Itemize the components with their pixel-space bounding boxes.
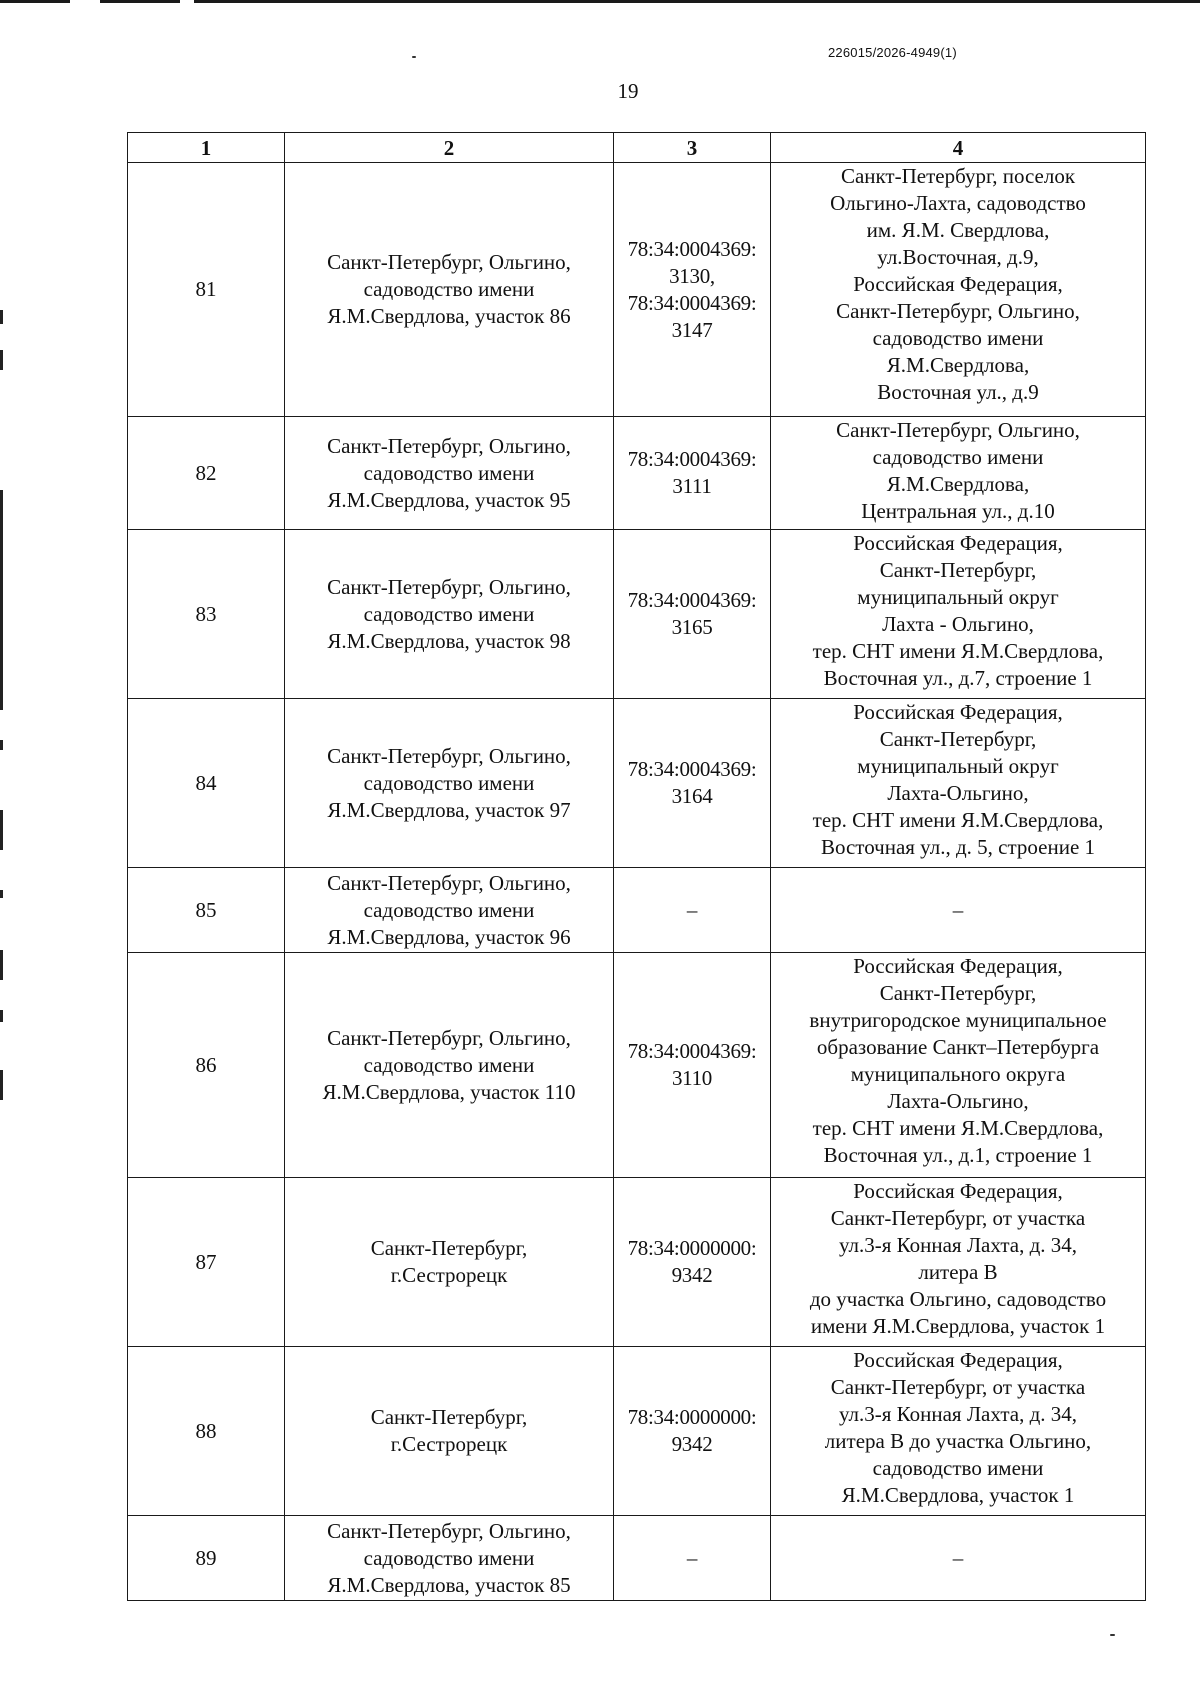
row-number-cell: 81 [128,163,285,417]
address-cell [771,953,1146,1178]
cadastral-number-cell-line: 3110 [671,1066,713,1090]
address-cell-line: Российская Федерация, [853,531,1063,555]
location-cell [285,1347,614,1516]
cadastral-number-cell-line: 78:34:0004369: [627,757,757,781]
address-cell [771,530,1146,699]
table-body [128,163,1146,1601]
address-cell-line: муниципального округа [850,1062,1066,1086]
cadastral-number-cell-line: 3147 [671,317,713,342]
cadastral-number-cell-line: 78:34:0004369: [627,236,757,261]
location-cell [285,530,614,699]
cadastral-number-cell-line: – [686,897,698,922]
address-cell-line: Центральная ул., д.10 [861,499,1055,523]
location-cell-line: Я.М.Свердлова, участок 110 [322,1079,576,1104]
location-cell-line: садоводство имени [363,897,535,922]
address-cell-line: Лахта-Ольгино, [887,781,1029,805]
location-cell-line: Я.М.Свердлова, участок 96 [327,924,571,949]
table-row [128,1178,1146,1347]
cadastral-number-cell [614,417,771,530]
address-cell-line: Санкт-Петербург, поселок [840,164,1076,188]
scan-top-border-gap [70,0,100,3]
cadastral-number-cell-line: 78:34:0000000: [627,1405,757,1429]
address-cell-line: Российская Федерация, [853,954,1063,978]
address-cell-line: образование Санкт–Петербурга [816,1035,1100,1059]
location-cell [285,699,614,868]
address-cell-line: внутригородское муниципальное [809,1008,1107,1032]
row-number-cell: 88 [128,1347,285,1516]
cadastral-number-cell-line: 78:34:0004369: [627,1039,757,1063]
address-cell-line: Я.М.Свердлова, [886,472,1030,496]
row-number-cell: 83 [128,530,285,699]
address-cell-line: садоводство имени [872,326,1044,350]
location-cell-line: Санкт-Петербург, Ольгино, [327,1518,571,1543]
location-cell-line: Санкт-Петербург, Ольгино, [327,743,571,768]
row-number-cell: 82 [128,417,285,530]
location-cell-line: Я.М.Свердлова, участок 95 [327,487,571,512]
address-cell-line: садоводство имени [872,445,1044,469]
location-cell-line: Санкт-Петербург, Ольгино, [327,250,571,274]
address-cell-line: имени Я.М.Свердлова, участок 1 [810,1314,1106,1338]
table-row [128,417,1146,530]
address-cell-line: Лахта-Ольгино, [887,1089,1029,1113]
scan-top-border-gap [180,0,194,3]
location-cell-line: Я.М.Свердлова, участок 98 [327,628,571,653]
address-cell-line: Санкт-Петербург, Ольгино, [836,418,1080,442]
row-number-cell: 85 [128,868,285,953]
address-cell [771,1347,1146,1516]
land-plots-table [127,132,1146,1601]
location-cell [285,1178,614,1347]
document-registration-number: 226015/2026-4949(1) [828,45,957,60]
location-cell [285,953,614,1178]
cadastral-number-cell [614,953,771,1178]
address-cell-line: Восточная ул., д.9 [877,380,1039,404]
location-cell-line: садоводство имени [363,277,535,301]
location-cell-line: Санкт-Петербург, [370,1405,528,1429]
address-cell-line: ул.3-я Конная Лахта, д. 34, [838,1233,1078,1257]
address-cell-line: садоводство имени [872,1456,1044,1480]
address-cell-line: Я.М.Свердлова, участок 1 [841,1483,1075,1507]
row-number-cell: 84 [128,699,285,868]
address-cell-line: Российская Федерация, [853,272,1063,296]
address-cell-line: – [952,897,964,922]
location-cell [285,868,614,953]
address-cell-line: Ольгино-Лахта, садоводство [830,191,1086,215]
address-cell-line: тер. СНТ имени Я.М.Свердлова, [812,639,1104,663]
location-cell-line: г.Сестрорецк [390,1263,508,1287]
address-cell [771,699,1146,868]
cadastral-number-cell-line: 78:34:0000000: [627,1236,757,1260]
address-cell [771,163,1146,417]
address-cell-line: тер. СНТ имени Я.М.Свердлова, [812,1116,1104,1140]
address-cell-line: муниципальный округ [857,585,1059,609]
table-row [128,868,1146,953]
address-cell-line: литера В до участка Ольгино, [824,1429,1092,1453]
address-cell-line: Восточная ул., д.7, строение 1 [823,666,1093,690]
location-cell-line: садоводство имени [363,770,535,795]
cadastral-number-cell [614,1516,771,1601]
row-number-cell: 89 [128,1516,285,1601]
location-cell-line: садоводство имени [363,601,535,626]
address-cell-line: ул.Восточная, д.9, [877,245,1039,269]
table-row [128,530,1146,699]
address-cell-line: Санкт-Петербург, [879,981,1037,1005]
row-number-cell: 87 [128,1178,285,1347]
address-cell [771,868,1146,953]
address-cell-line: Санкт-Петербург, Ольгино, [836,299,1080,323]
cadastral-number-cell-line: 78:34:0004369: [627,447,757,471]
scan-left-edge-marks [0,310,4,1110]
location-cell [285,417,614,530]
table-row [128,1516,1146,1601]
cadastral-number-cell [614,868,771,953]
location-cell [285,163,614,417]
cadastral-number-cell-line: 3164 [671,784,713,808]
address-cell-line: Российская Федерация, [853,1348,1063,1372]
address-cell-line: – [952,1545,964,1570]
cadastral-number-cell-line: 9342 [671,1432,713,1456]
address-cell-line: ул.3-я Конная Лахта, д. 34, [838,1402,1078,1426]
location-cell-line: Санкт-Петербург, [370,1236,528,1260]
cadastral-number-cell-line: – [686,1545,698,1570]
address-cell-line: тер. СНТ имени Я.М.Свердлова, [812,808,1104,832]
address-cell-line: Санкт-Петербург, от участка [830,1375,1086,1399]
address-cell-line: до участка Ольгино, садоводство [809,1287,1107,1311]
table-row [128,163,1146,417]
location-cell-line: г.Сестрорецк [390,1432,508,1456]
cadastral-number-cell [614,699,771,868]
address-cell [771,1178,1146,1347]
column-header-2: 2 [285,133,614,163]
cadastral-number-cell-line: 3111 [672,474,712,498]
table-row [128,1347,1146,1516]
location-cell-line: Санкт-Петербург, Ольгино, [327,870,571,895]
page-number: 19 [617,79,639,103]
address-cell-line: муниципальный округ [857,754,1059,778]
location-cell-line: Я.М.Свердлова, участок 97 [327,797,571,822]
location-cell-line: Санкт-Петербург, Ольгино, [327,1025,571,1050]
location-cell-line: садоводство имени [363,1052,535,1077]
column-header-4: 4 [771,133,1146,163]
column-header-3: 3 [614,133,771,163]
address-cell-line: Российская Федерация, [853,700,1063,724]
cadastral-number-cell-line: 3165 [671,615,713,639]
address-cell-line: Восточная ул., д.1, строение 1 [823,1143,1093,1167]
address-cell-line: Российская Федерация, [853,1179,1063,1203]
address-cell-line: Я.М.Свердлова, [886,353,1030,377]
location-cell-line: Санкт-Петербург, Ольгино, [327,433,571,458]
table-row [128,953,1146,1178]
location-cell-line: садоводство имени [363,1545,535,1570]
scan-speck [412,56,416,58]
cadastral-number-cell [614,163,771,417]
column-header-1: 1 [128,133,285,163]
address-cell-line: Лахта - Ольгино, [882,612,1034,636]
address-cell [771,1516,1146,1601]
cadastral-number-cell [614,1347,771,1516]
cadastral-number-cell-line: 78:34:0004369: [627,290,757,315]
location-cell [285,1516,614,1601]
cadastral-number-cell-line: 9342 [671,1263,713,1287]
row-number-cell: 86 [128,953,285,1178]
table-row [128,699,1146,868]
table-header-row [128,133,1146,163]
cadastral-number-cell [614,1178,771,1347]
cadastral-number-cell [614,530,771,699]
location-cell-line: Я.М.Свердлова, участок 86 [327,304,571,328]
address-cell-line: литера В [918,1260,998,1284]
address-cell-line: им. Я.М. Свердлова, [866,218,1050,242]
location-cell-line: Я.М.Свердлова, участок 85 [327,1572,571,1597]
address-cell-line: Санкт-Петербург, [879,727,1037,751]
address-cell-line: Санкт-Петербург, от участка [830,1206,1086,1230]
cadastral-number-cell-line: 78:34:0004369: [627,588,757,612]
location-cell-line: садоводство имени [363,460,535,485]
address-cell-line: Санкт-Петербург, [879,558,1037,582]
scan-speck [1110,1634,1115,1636]
location-cell-line: Санкт-Петербург, Ольгино, [327,574,571,599]
address-cell [771,417,1146,530]
address-cell-line: Восточная ул., д. 5, строение 1 [820,835,1096,859]
cadastral-number-cell-line: 3130, [669,263,715,288]
